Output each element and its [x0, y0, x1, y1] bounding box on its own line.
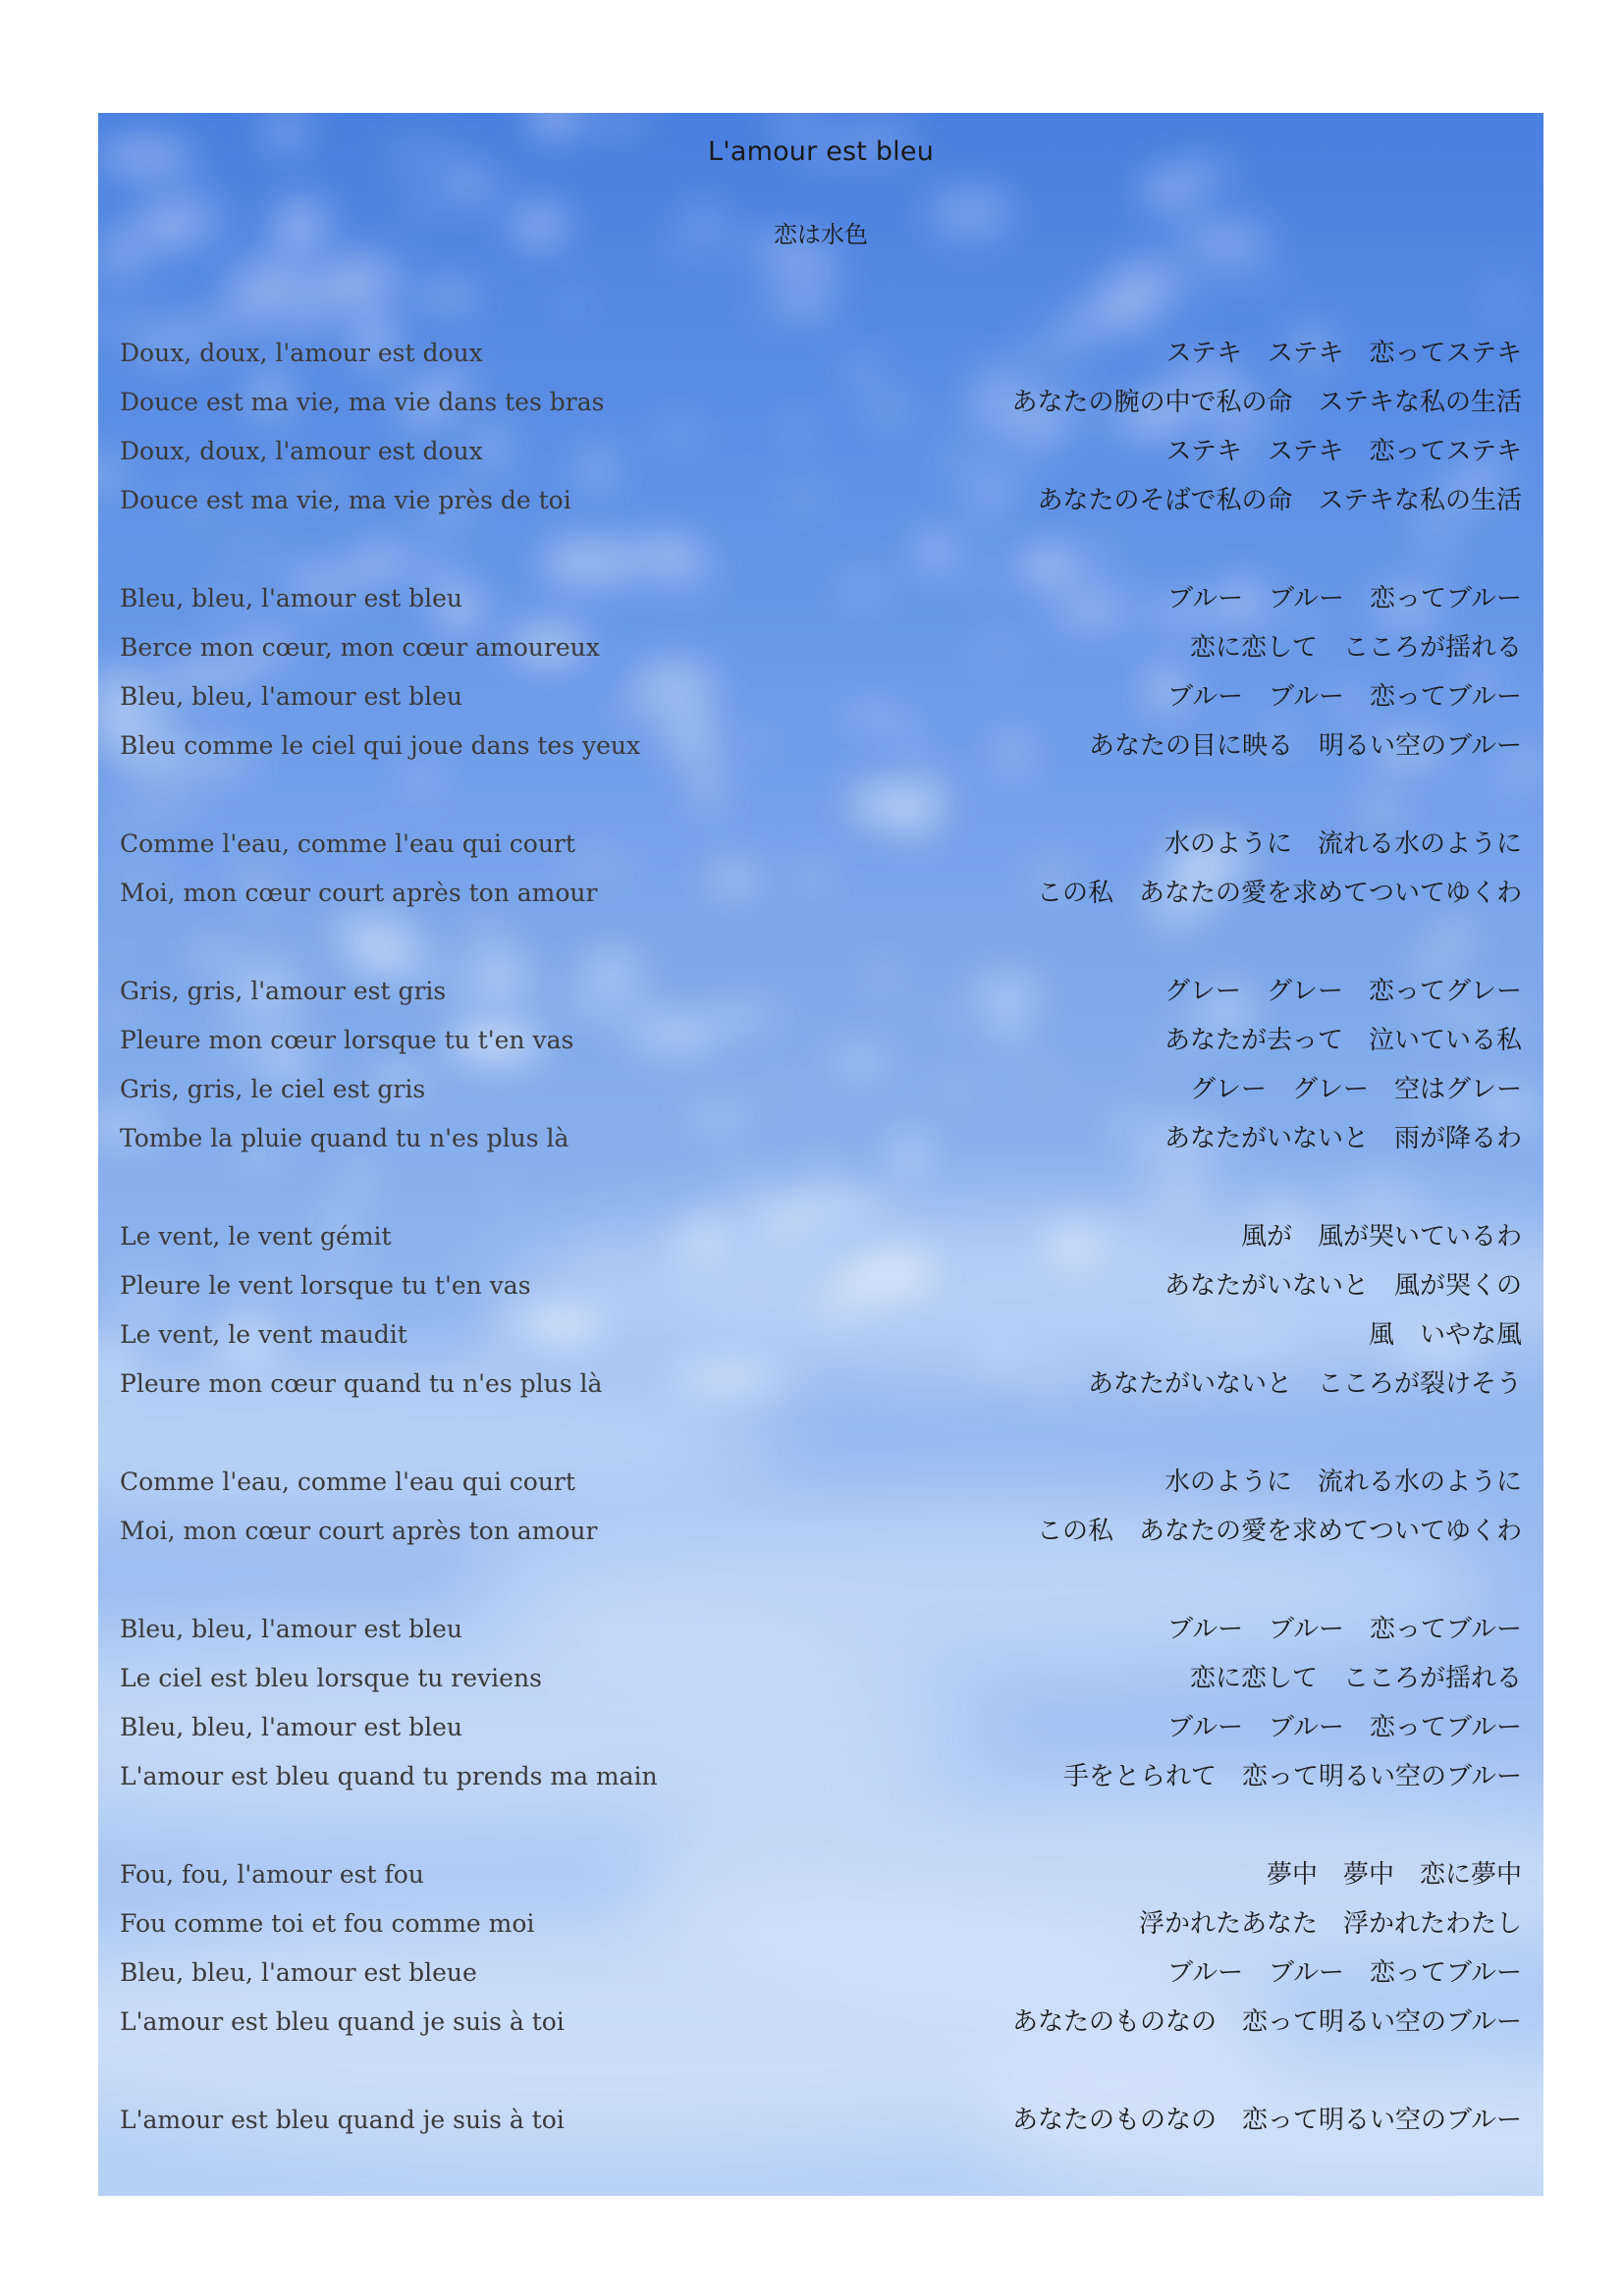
japanese-lyric: 夢中 夢中 恋に夢中: [1266, 1860, 1522, 1890]
lyric-line: [120, 329, 1522, 378]
japanese-lyric: グレー グレー 恋ってグレー: [1164, 977, 1522, 1006]
french-lyric: Le ciel est bleu lorsque tu reviens: [120, 1664, 542, 1692]
french-lyric: Tombe la pluie quand tu n'es plus là: [120, 1124, 569, 1152]
stanza: [120, 1212, 1522, 1409]
lyric-line: [120, 476, 1522, 525]
french-lyric: Bleu, bleu, l'amour est bleu: [120, 1615, 462, 1643]
french-lyric: Le vent, le vent maudit: [120, 1320, 407, 1349]
japanese-lyric: あなたの腕の中で私の命 ステキな私の生活: [1011, 388, 1522, 417]
french-lyric: Pleure le vent lorsque tu t'en vas: [120, 1271, 531, 1300]
lyric-line: [120, 1261, 1522, 1310]
french-lyric: L'amour est bleu quand je suis à toi: [120, 2007, 565, 2036]
lyric-line: [120, 2096, 1522, 2145]
lyric-line: [120, 1114, 1522, 1163]
french-lyric: Doux, doux, l'amour est doux: [120, 437, 483, 465]
lyric-line: [120, 1065, 1522, 1114]
japanese-lyric: ステキ ステキ 恋ってステキ: [1165, 339, 1522, 368]
lyric-line: [120, 427, 1522, 476]
french-lyric: Douce est ma vie, ma vie près de toi: [120, 486, 571, 514]
french-lyric: Comme l'eau, comme l'eau qui court: [120, 1468, 575, 1496]
japanese-lyric: 水のように 流れる水のように: [1164, 829, 1522, 859]
lyric-line: [120, 1654, 1522, 1703]
french-lyric: Gris, gris, le ciel est gris: [120, 1075, 426, 1103]
stanza: [120, 820, 1522, 918]
lyric-line: [120, 1507, 1522, 1556]
japanese-lyric: あなたがいないと 雨が降るわ: [1164, 1124, 1522, 1153]
song-subtitle-japanese: 恋は水色: [774, 221, 868, 248]
lyric-line: [120, 1899, 1522, 1949]
french-lyric: Bleu, bleu, l'amour est bleu: [120, 1713, 462, 1741]
japanese-lyric: 恋に恋して こころが揺れる: [1189, 1664, 1522, 1693]
stanza: [120, 967, 1522, 1163]
french-lyric: Doux, doux, l'amour est doux: [120, 339, 483, 367]
lyric-line: [120, 1998, 1522, 2047]
lyric-line: [120, 1458, 1522, 1507]
lyric-line: [120, 378, 1522, 427]
japanese-lyric: ブルー ブルー 恋ってブルー: [1167, 1958, 1522, 1988]
lyric-line: [120, 1016, 1522, 1065]
japanese-lyric: 水のように 流れる水のように: [1164, 1468, 1522, 1497]
lyric-line: [120, 1310, 1522, 1360]
japanese-lyric: ブルー ブルー 恋ってブルー: [1167, 682, 1522, 712]
japanese-lyric: あなたのものなの 恋って明るい空のブルー: [1012, 2007, 1522, 2037]
french-lyric: Douce est ma vie, ma vie dans tes bras: [120, 388, 605, 416]
lyric-line: [120, 1752, 1522, 1801]
french-lyric: L'amour est bleu quand tu prends ma main: [120, 1762, 658, 1790]
lyric-line: [120, 721, 1522, 771]
french-lyric: Moi, mon cœur court après ton amour: [120, 879, 598, 907]
lyric-line: [120, 672, 1522, 721]
japanese-lyric: グレー グレー 空はグレー: [1189, 1075, 1522, 1104]
french-lyric: Comme l'eau, comme l'eau qui court: [120, 829, 575, 858]
japanese-lyric: 手をとられて 恋って明るい空のブルー: [1063, 1762, 1522, 1791]
japanese-lyric: 風 いやな風: [1368, 1320, 1522, 1350]
japanese-lyric: 恋に恋して こころが揺れる: [1189, 633, 1522, 663]
french-lyric: Pleure mon cœur quand tu n'es plus là: [120, 1369, 603, 1398]
stanza: [120, 1458, 1522, 1556]
french-lyric: Gris, gris, l'amour est gris: [120, 977, 447, 1005]
japanese-lyric: ステキ ステキ 恋ってステキ: [1165, 437, 1522, 466]
french-lyric: Bleu, bleu, l'amour est bleu: [120, 682, 462, 711]
lyric-line: [120, 623, 1522, 672]
french-lyric: Moi, mon cœur court après ton amour: [120, 1517, 598, 1545]
japanese-lyric: あなたの目に映る 明るい空のブルー: [1089, 731, 1522, 761]
stanza: [120, 1850, 1522, 2047]
japanese-lyric: ブルー ブルー 恋ってブルー: [1167, 584, 1522, 614]
sky-background: [98, 113, 1543, 2196]
stanza: [120, 2096, 1522, 2145]
french-lyric: Le vent, le vent gémit: [120, 1222, 392, 1251]
french-lyric: Pleure mon cœur lorsque tu t'en vas: [120, 1026, 574, 1054]
lyric-line: [120, 1850, 1522, 1899]
japanese-lyric: この私 あなたの愛を求めてついてゆくわ: [1036, 879, 1522, 908]
japanese-lyric: この私 あなたの愛を求めてついてゆくわ: [1036, 1517, 1522, 1546]
japanese-lyric: あなたがいないと こころが裂けそう: [1087, 1369, 1522, 1399]
lyrics-body: [120, 329, 1522, 2194]
stanza: [120, 574, 1522, 771]
stanza: [120, 329, 1522, 525]
lyric-line: [120, 1605, 1522, 1654]
lyric-line: [120, 1703, 1522, 1752]
french-lyric: Bleu, bleu, l'amour est bleue: [120, 1958, 477, 1987]
japanese-lyric: ブルー ブルー 恋ってブルー: [1167, 1615, 1522, 1644]
lyric-line: [120, 869, 1522, 918]
japanese-lyric: ブルー ブルー 恋ってブルー: [1167, 1713, 1522, 1742]
japanese-lyric: 浮かれたあなた 浮かれたわたし: [1138, 1909, 1522, 1939]
lyric-line: [120, 1212, 1522, 1261]
japanese-lyric: あなたのそばで私の命 ステキな私の生活: [1037, 486, 1522, 515]
song-title: L'amour est bleu: [707, 136, 935, 167]
lyric-line: [120, 1949, 1522, 1998]
japanese-lyric: あなたのものなの 恋って明るい空のブルー: [1012, 2106, 1522, 2135]
french-lyric: Bleu, bleu, l'amour est bleu: [120, 584, 462, 613]
lyric-line: [120, 967, 1522, 1016]
french-lyric: Berce mon cœur, mon cœur amoureux: [120, 633, 600, 662]
french-lyric: Fou, fou, l'amour est fou: [120, 1860, 424, 1889]
stanza: [120, 1605, 1522, 1801]
french-lyric: L'amour est bleu quand je suis à toi: [120, 2106, 565, 2134]
lyric-line: [120, 574, 1522, 623]
japanese-lyric: 風が 風が哭いているわ: [1240, 1222, 1522, 1252]
japanese-lyric: あなたが去って 泣いている私: [1164, 1026, 1522, 1055]
french-lyric: Bleu comme le ciel qui joue dans tes yeux: [120, 731, 641, 760]
lyric-line: [120, 820, 1522, 869]
lyric-line: [120, 1360, 1522, 1409]
french-lyric: Fou comme toi et fou comme moi: [120, 1909, 535, 1938]
japanese-lyric: あなたがいないと 風が哭くの: [1164, 1271, 1522, 1301]
